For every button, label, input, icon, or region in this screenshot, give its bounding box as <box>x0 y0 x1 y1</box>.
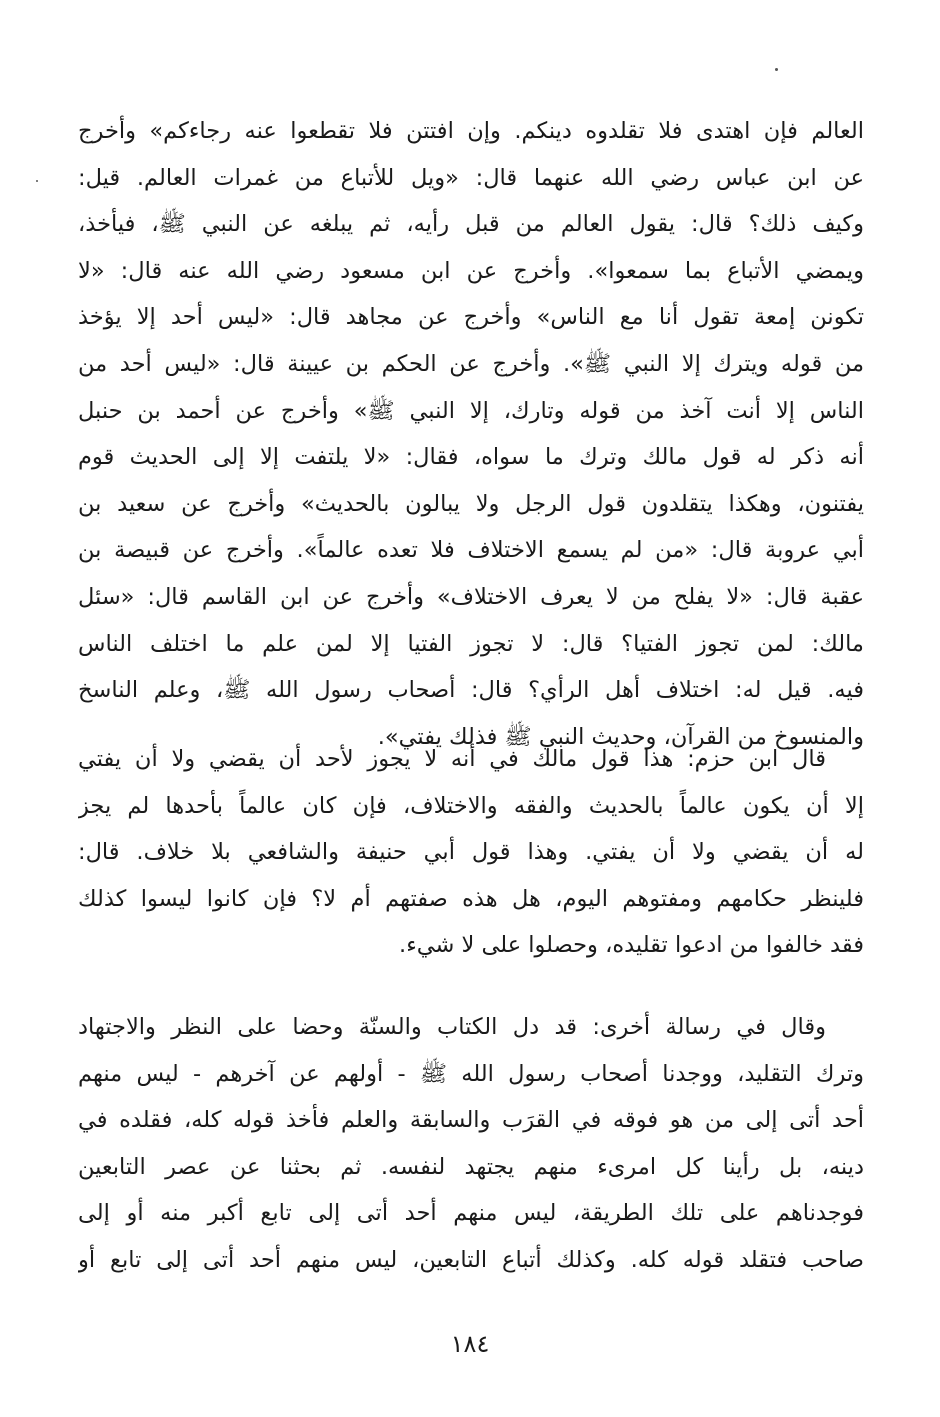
text-line: يفتنون، وهكذا يتقلدون قول الرجل ولا يبالون بالحديث» وأخرج عن سعيد بن <box>78 490 864 517</box>
text-line: قال ابن حزم: هذا قول مالك في أنه لا يجوز لأحد أن يقضي ولا أن يفتي <box>78 746 826 772</box>
text-line: والمنسوخ من القرآن، وحديث النبي ﷺ فذلك يفتي». <box>377 723 864 750</box>
text-line: فلينظر حكامهم ومفتوهم اليوم، هل هذه صفتهم أم لا؟ فإن كانوا ليسوا كذلك <box>78 885 864 912</box>
text-line: عقبة قال: «لا يفلح من لا يعرف الاختلاف» وأخرج عن ابن القاسم قال: «سئل <box>78 583 864 610</box>
text-line: أنه ذكر له قول مالك وترك ما سواه، فقال: «لا يلتفت إلا إلى الحديث قوم <box>78 444 864 471</box>
text-line: مالك: لمن تجوز الفتيا؟ قال: لا تجوز الفتيا إلا لمن علم ما اختلف الناس <box>78 630 864 657</box>
text-line: العالم فإن اهتدى فلا تقلدوه دينكم. وإن افتتن فلا تقطعوا عنه رجاءكم» وأخرج <box>78 118 864 144</box>
paragraph-1 <box>78 108 864 760</box>
text-line: ويمضي الأتباع بما سمعوا». وأخرج عن ابن مسعود رضي الله عنه قال: «لا <box>78 257 864 284</box>
scan-speck <box>36 180 38 182</box>
text-line: إلا أن يكون عالماً بالحديث والفقه والاختلاف، فإن كان عالماً بأحدها لم يجز <box>78 792 864 819</box>
text-line: صاحب فتقلد قوله كله. وكذلك أتباع التابعين، ليس منهم أحد أتى إلى تابع أو <box>78 1246 864 1273</box>
text-line: فيه. قيل له: اختلاف أهل الرأي؟ قال: أصحاب رسول الله ﷺ، وعلم الناسخ <box>78 677 864 704</box>
text-line: دينه، بل رأينا كل امرىء منهم يجتهد لنفسه. ثم بحثنا عن عصر التابعين <box>78 1153 864 1180</box>
text-line: وكيف ذلك؟ قال: يقول العالم من قبل رأيه، ثم يبلغه عن النبي ﷺ، فيأخذ، <box>78 211 864 238</box>
text-line: فقد خالفوا من ادعوا تقليده، وحصلوا على لا شيء. <box>399 932 864 959</box>
text-line: من قوله ويترك إلا النبي ﷺ». وأخرج عن الحكم بن عيينة قال: «ليس أحد من <box>78 350 864 377</box>
text-line: تكونن إمعة تقول أنا مع الناس» وأخرج عن مجاهد قال: «ليس أحد إلا يؤخذ <box>78 304 864 331</box>
paragraph-2 <box>78 736 864 969</box>
text-line: له أن يقضي ولا أن يفتي. وهذا قول أبي حنيفة والشافعي بلا خلاف. قال: <box>78 839 864 866</box>
text-line: وقال في رسالة أخرى: قد دل الكتاب والسنّة وحضا على النظر والاجتهاد <box>78 1014 826 1040</box>
text-line: فوجدناهم على تلك الطريقة، ليس منهم أحد أتى إلى تابع أكبر منه أو إلى <box>78 1200 864 1227</box>
text-line: عن ابن عباس رضي الله عنهما قال: «ويل للأتباع من غمرات العالم. قيل: <box>78 164 864 191</box>
text-line: أحد أتى إلى من هو فوقه في القرَب والسابقة والعلم فأخذ قوله كله، فقلده في <box>78 1107 864 1134</box>
text-line: أبي عروبة قال: «من لم يسمع الاختلاف فلا تعده عالماً». وأخرج عن قبيصة بن <box>78 537 864 564</box>
text-line: وترك التقليد، ووجدنا أصحاب رسول الله ﷺ - أولهم عن آخرهم - ليس منهم <box>78 1060 864 1087</box>
text-line: الناس إلا أنت آخذ من قوله وتارك، إلا النبي ﷺ» وأخرج عن أحمد بن حنبل <box>78 397 864 424</box>
paragraph-3 <box>78 1004 864 1284</box>
scan-speck <box>775 68 778 71</box>
page-number: ١٨٤ <box>450 1330 490 1358</box>
